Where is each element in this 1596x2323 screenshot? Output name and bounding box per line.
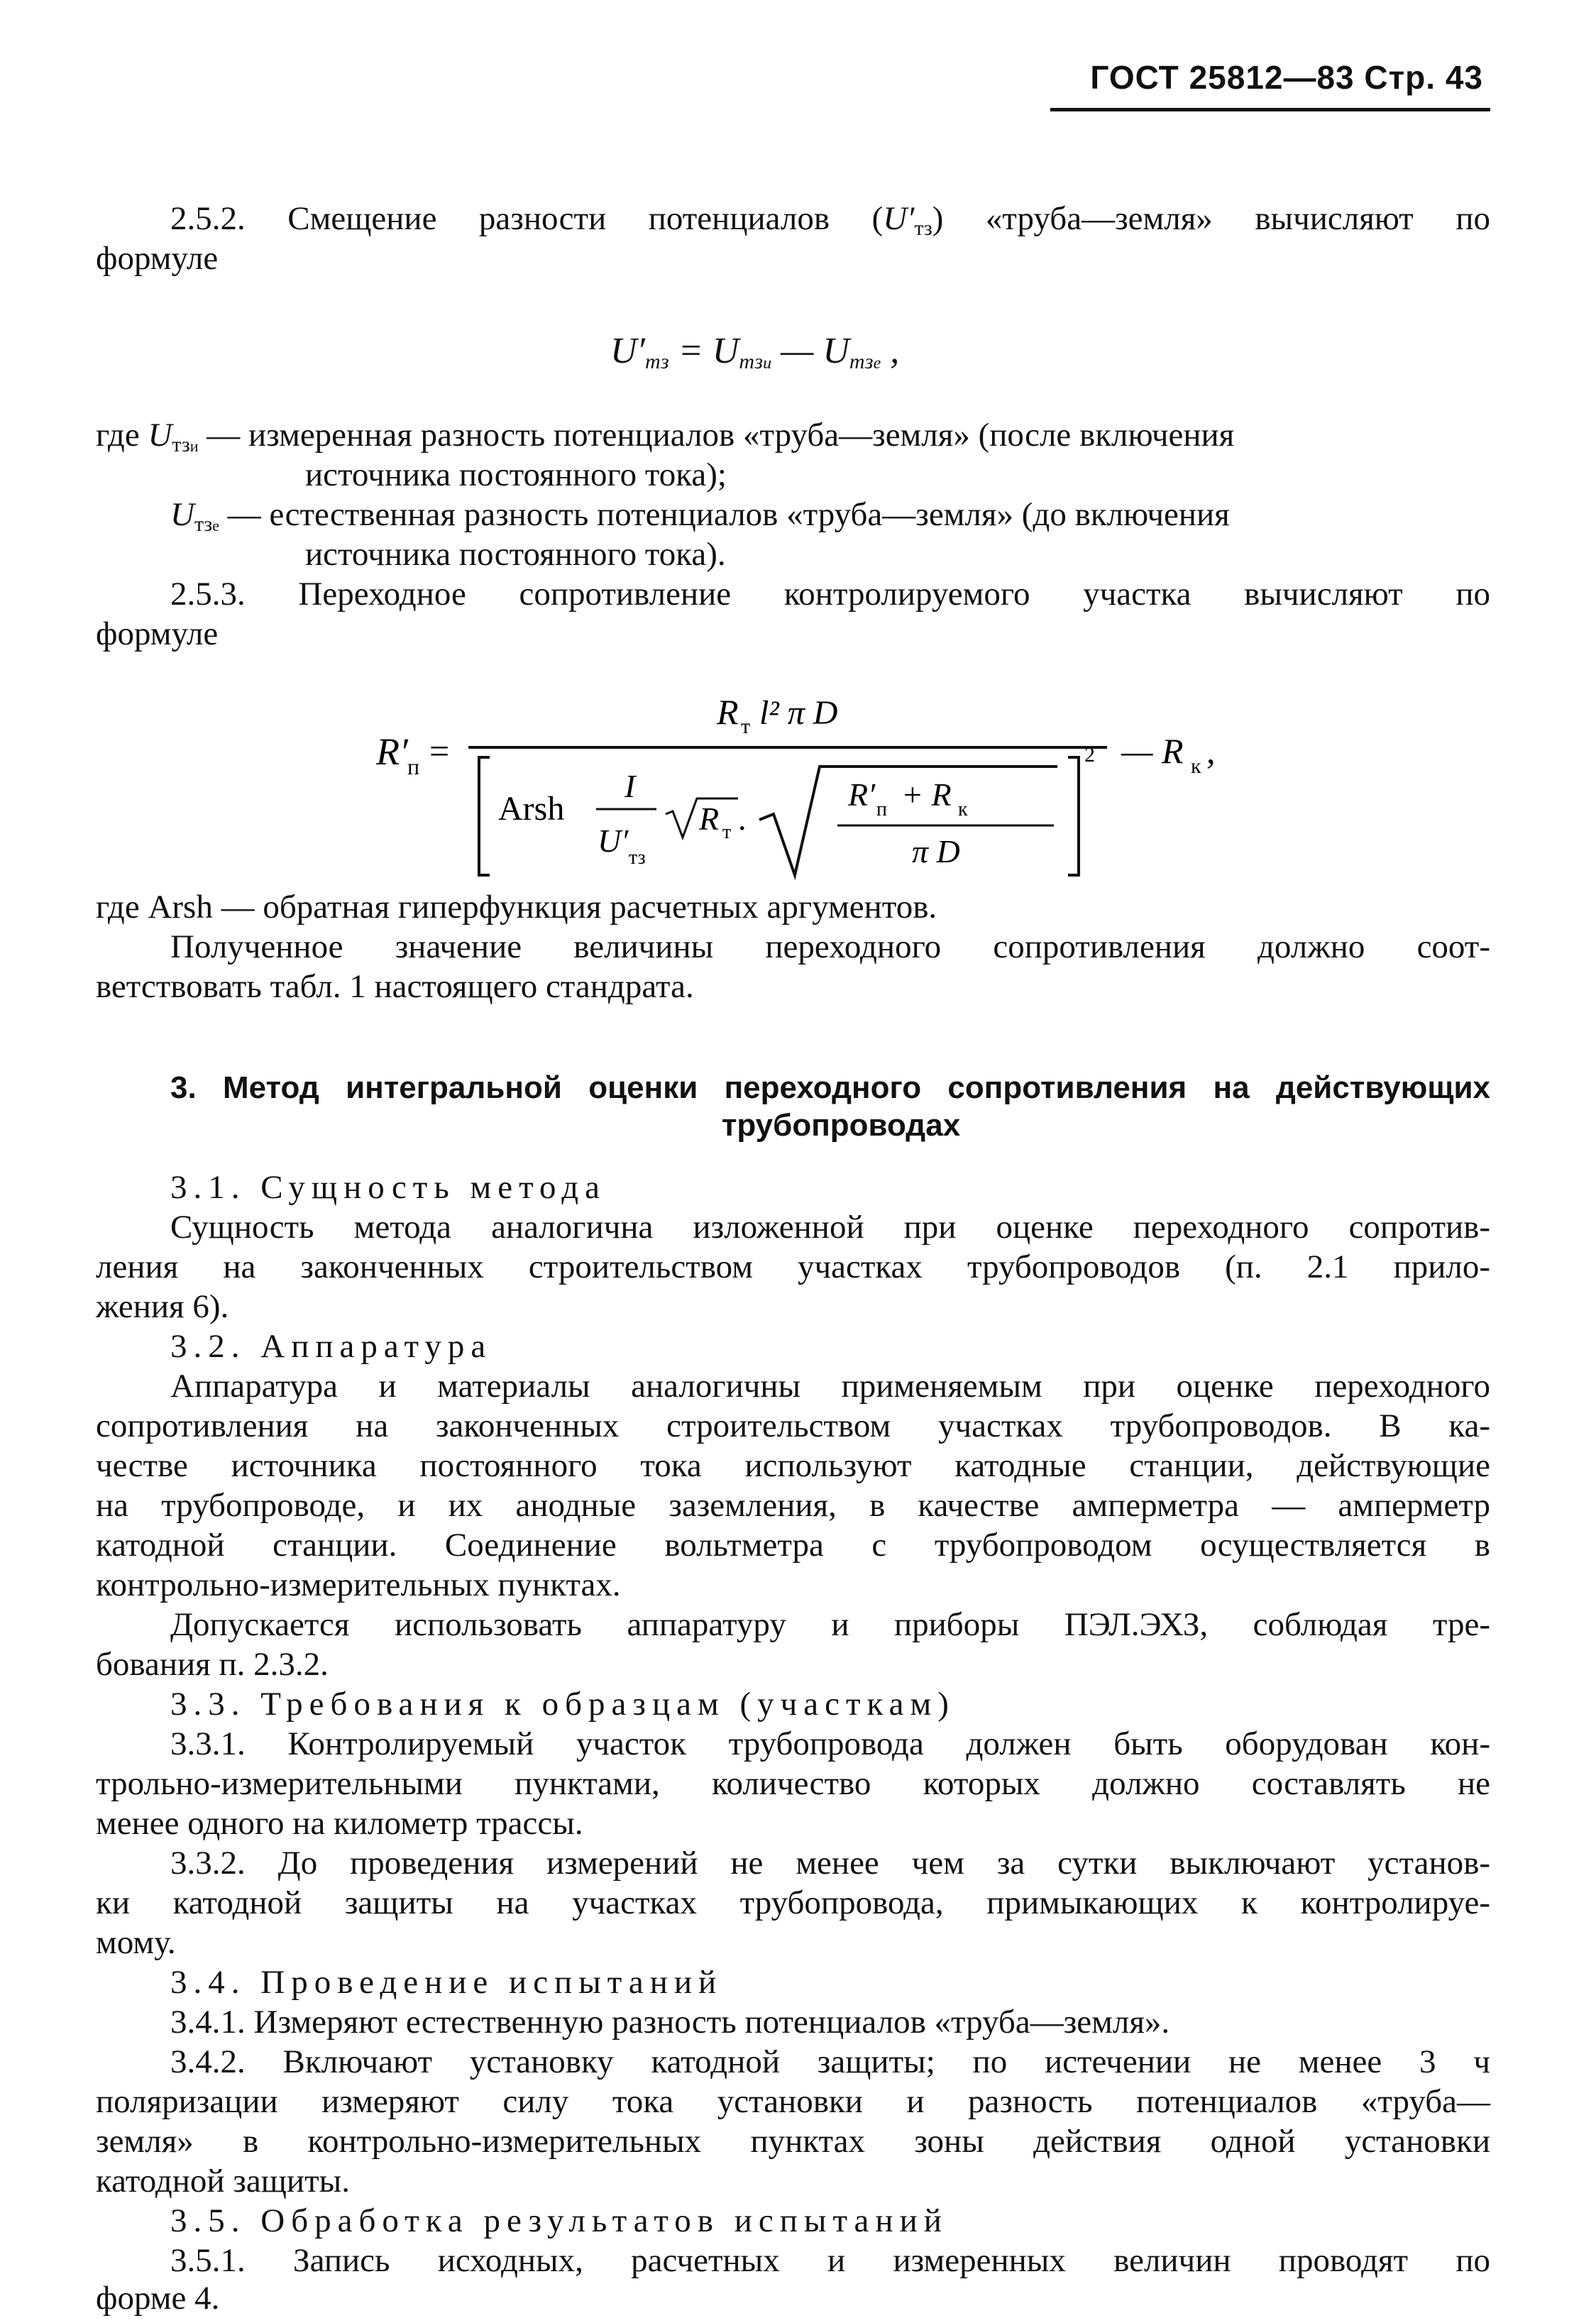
- f-U-sub: тз: [629, 847, 646, 869]
- para-252-line2: формуле: [96, 240, 219, 277]
- def-252-2: $U_{тзе}$ — естественная разность потенциалов «труба—земля» (до включения: [170, 496, 1230, 536]
- f-lhs: R′: [376, 730, 408, 773]
- f-lhs-sub: п: [407, 754, 420, 779]
- f-plus-sub: к: [958, 798, 968, 820]
- f-root-inner-num-sub: п: [876, 798, 887, 820]
- p331c: менее одного на километр трассы.: [96, 1805, 583, 1842]
- f-root-inner-den: π D: [912, 833, 960, 869]
- def-252-1: где $U_{тзи}$ — измеренная разность потенциалов «труба—земля» (после включения: [96, 417, 1235, 456]
- p342b: поляризации измеряют силу тока установки и разность потенциалов «труба—: [96, 2083, 1490, 2120]
- p341: 3.4.1. Измеряют естественную разность потенциалов «труба—земля».: [170, 2004, 1170, 2041]
- p32f: контрольно-измерительных пунктах.: [96, 1566, 621, 1603]
- p351b: форме 4.: [96, 2280, 220, 2317]
- left-bracket: [479, 757, 490, 875]
- p32c: честве источника постоянного тока используют катодные станции, действующие: [96, 1447, 1490, 1484]
- p32g: Допускается использовать аппаратуру и приборы ПЭЛ.ЭХЗ, соблюдая тре-: [170, 1606, 1490, 1643]
- p331a: 3.3.1. Контролируемый участок трубопровода должен быть оборудован кон-: [170, 1725, 1490, 1762]
- f-U: U′: [598, 823, 629, 859]
- f-tail: — R: [1121, 731, 1184, 771]
- page-header: ГОСТ 25812—83 Стр. 43: [1090, 59, 1483, 96]
- f-num-sub: т: [741, 715, 751, 738]
- f-I: I: [624, 768, 636, 804]
- p332c: мому.: [96, 1924, 176, 1961]
- f-power: 2: [1084, 743, 1095, 767]
- para-253-line2: формуле: [96, 615, 219, 652]
- p32h: бования п. 2.3.2.: [96, 1646, 329, 1683]
- right-bracket: [1068, 757, 1079, 875]
- f-tail-sub: к: [1191, 754, 1201, 778]
- p32a: Аппаратура и материалы аналогичны применяемым при оценке переходного: [170, 1368, 1490, 1405]
- def-252-1b: источника постоянного тока);: [305, 456, 727, 493]
- p31b: ления на законченных строительством участках трубопроводов (п. 2.1 прило-: [96, 1248, 1490, 1285]
- f-root-inner-num: R′: [848, 776, 876, 813]
- para-252-line1: 2.5.2. Смещение разности потенциалов $(U'_{тз})$ «труба—земля» вычисляют по: [170, 200, 1490, 240]
- f-tail-end: ,: [1206, 731, 1216, 771]
- p332b: ки катодной защиты на участках трубопровода, примыкающих к контролируе-: [96, 1884, 1490, 1921]
- h-3-4: 3.4. Проведение испытаний: [170, 1964, 723, 2001]
- result-line1: Полученное значение величины переходного сопротивления должно соот-: [170, 928, 1490, 965]
- h-3-2: 3.2. Аппаратура: [170, 1328, 492, 1365]
- p351a: 3.5.1. Запись исходных, расчетных и измеренных величин проводят по: [170, 2242, 1490, 2279]
- section-3-title-line2: трубопроводах: [721, 1108, 961, 1143]
- formula-252: $U'_{тз} = U_{тзи}$ — $U_{тзе}$ ,: [610, 331, 900, 373]
- f-plus: + R: [901, 776, 952, 813]
- p331b: трольно-измерительными пунктами, количество которых должно составлять не: [96, 1765, 1490, 1802]
- p31c: жения 6).: [96, 1288, 229, 1325]
- h-3-5: 3.5. Обработка результатов испытаний: [170, 2202, 948, 2239]
- p32d: на трубопроводе, и их анодные заземления, в качестве амперметра — амперметр: [96, 1487, 1490, 1524]
- h-3-3: 3.3. Требования к образцам (участкам): [170, 1686, 955, 1723]
- formula-253: [376, 692, 1299, 884]
- def-arsh: где Arsh — обратная гиперфункция расчетных аргументов.: [96, 889, 937, 926]
- f-num: R: [717, 692, 739, 732]
- header-rule: [1050, 108, 1490, 111]
- f-root1-sub: т: [722, 821, 732, 843]
- p31a: Сущность метода аналогична изложенной при оценке переходного сопротив-: [170, 1209, 1490, 1246]
- para-253-line1: 2.5.3. Переходное сопротивление контролируемого участка вычисляют по: [170, 576, 1490, 613]
- p342c: земля» в контрольно-измерительных пунктах зоны действия одной установки: [96, 2123, 1490, 2160]
- h-3-1: 3.1. Сущность метода: [170, 1169, 606, 1206]
- p32b: сопротивления на законченных строительством участках трубопроводов. В ка-: [96, 1407, 1490, 1444]
- f-eq: =: [429, 731, 450, 771]
- f-dot: .: [738, 801, 747, 837]
- p342a: 3.4.2. Включают установку катодной защиты; по истечении не менее 3 ч: [170, 2043, 1490, 2080]
- result-line2: ветствовать табл. 1 настоящего стандрата.: [96, 968, 694, 1005]
- p332a: 3.3.2. До проведения измерений не менее чем за сутки выключают установ-: [170, 1845, 1490, 1882]
- f-num-rest: l² π D: [759, 694, 838, 732]
- section-3-title-line1: 3. Метод интегральной оценки переходного сопротивления на действующих: [170, 1070, 1490, 1105]
- p32e: катодной станции. Соединение вольтметра с трубопроводом осуществляется в: [96, 1527, 1490, 1564]
- f-arsh: Arsh: [498, 790, 565, 828]
- p342d: катодной защиты.: [96, 2163, 350, 2200]
- def-252-2b: источника постоянного тока).: [305, 536, 726, 573]
- f-root1: R: [699, 801, 720, 837]
